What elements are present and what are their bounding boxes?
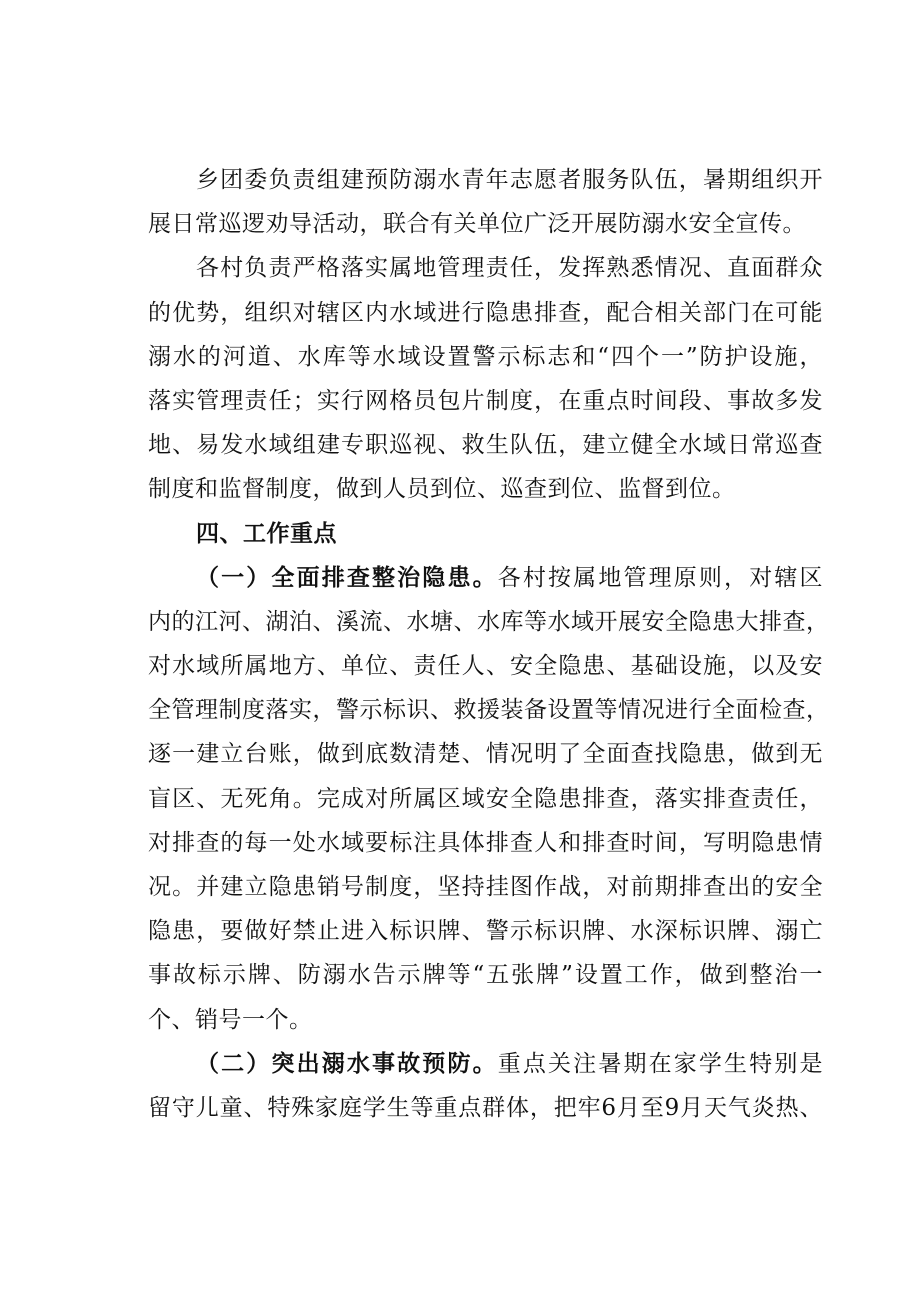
para4-line-1 (148, 1042, 823, 1086)
para3-line-3: 对水域所属地方、单位、责任人、安全隐患、基础设施，以及安 (148, 653, 823, 680)
section-heading-4: 四、工作重点 (196, 520, 337, 547)
para2-line-1: 各村负责严格落实属地管理责任，发挥熟悉情况、直面群众 (196, 255, 823, 282)
para3-line-10: 事故标示牌、防溺水告示牌等“五张牌”设置工作，做到整治一 (148, 962, 823, 989)
para3-line-9: 隐患，要做好禁止进入标识牌、警示标识牌、水深标识牌、溺亡 (148, 918, 823, 945)
para3-first-rest: 各村按属地管理原则，对辖区 (497, 564, 824, 591)
para4-first-rest: 重点关注暑期在家学生特别是 (497, 1050, 824, 1077)
para2-line-5: 地、易发水域组建专职巡视、救生队伍，建立健全水域日常巡查 (148, 432, 823, 459)
para1-line-1: 乡团委负责组建预防溺水青年志愿者服务队伍，暑期组织开 (196, 167, 823, 193)
para3-line-2: 内的江河、湖泊、溪流、水塘、水库等水域开展安全隐患大排查， (148, 608, 830, 635)
para3-line-5: 逐一建立台账，做到底数清楚、情况明了全面查找隐患，做到无 (148, 741, 823, 768)
para4-bold-lead: （二）突出溺水事故预防。 (196, 1050, 498, 1077)
para2-line-3: 溺水的河道、水库等水域设置警示标志和“四个一”防护设施， (148, 343, 823, 370)
para3-line-6: 盲区、无死角。完成对所属区域安全隐患排查，落实排查责任， (148, 785, 823, 812)
para3-line-7: 对排查的每一处水域要标注具体排查人和排查时间，写明隐患情 (148, 829, 823, 856)
document-body (148, 158, 830, 1130)
para3-bold-lead: （一）全面排查整治隐患。 (196, 564, 498, 591)
para2-line-4: 落实管理责任；实行网格员包片制度，在重点时间段、事故多发 (148, 387, 823, 414)
para3-line-1 (148, 556, 823, 600)
para3-line-4: 全管理制度落实，警示标识、救援装备设置等情况进行全面检查， (148, 697, 830, 724)
para3-line-11: 个、销号一个。 (148, 1006, 313, 1033)
para1-line-2: 展日常巡逻劝导活动，联合有关单位广泛开展防溺水安全宣传。 (148, 211, 806, 238)
para2-line-6: 制度和监督制度，做到人员到位、巡查到位、监督到位。 (148, 476, 736, 503)
para2-line-2: 的优势，组织对辖区内水域进行隐患排查，配合相关部门在可能 (148, 299, 823, 326)
para4-line-2: 留守儿童、特殊家庭学生等重点群体，把牢6月至9月天气炎热、 (148, 1094, 823, 1121)
para3-line-8: 况。并建立隐患销号制度，坚持挂图作战，对前期排查出的安全 (148, 874, 823, 900)
